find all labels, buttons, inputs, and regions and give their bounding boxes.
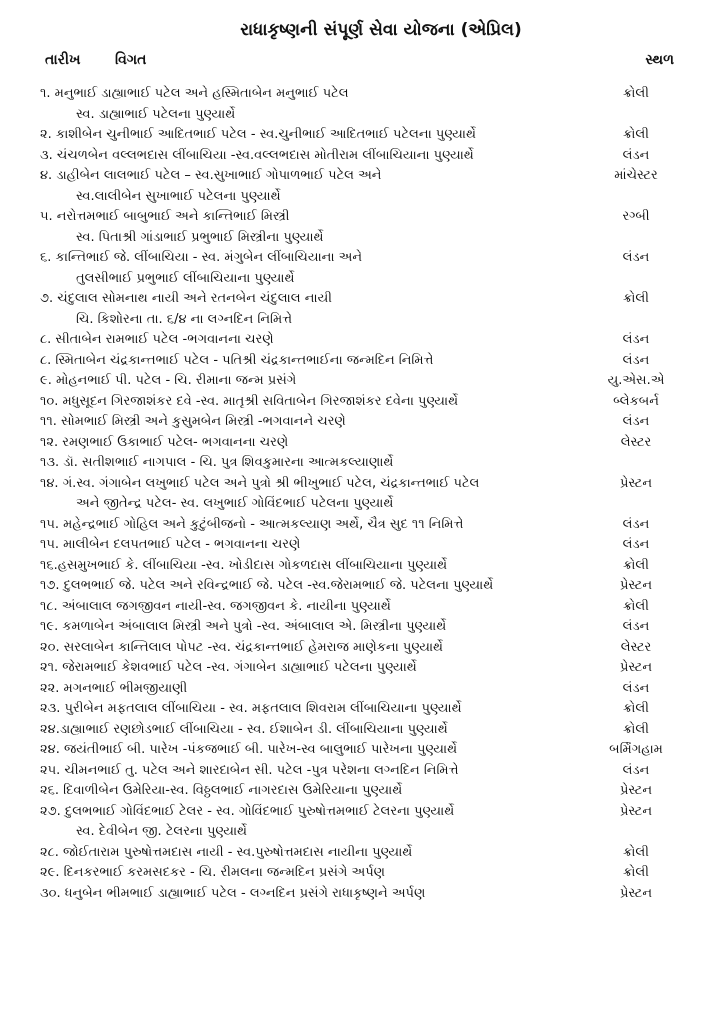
entry-detail: ૨૮. જોઈતારામ પુરુષોત્તમદાસ નાયી - સ્વ.પુરુષોત્તમદાસ નાયીના પુણ્યાર્થે [40,844,413,860]
page-title: રાધાકૃષ્ણની સંપૂર્ણ સેવા યોજના (એપ્રિલ) [240,20,522,40]
list-item [40,474,702,515]
entry-place: લેસ્ટર [620,434,652,450]
entry-place: પ્રેસ્ટન [619,885,653,901]
entry-place: પ્રેસ્ટન [619,578,653,593]
list-item [40,248,702,289]
entry-detail: ૧૨. રમણભાઈ ઉકાભાઈ પટેલ- ભગવાનના ચરણે [40,434,289,450]
entry-detail-continued: સ્વ. પિતાશ્રી ગાંડાભાઈ પ્રભુભાઈ મિસ્ત્રીના પુણ્યાર્થે [76,229,324,245]
column-headers [40,52,702,74]
entry-place: ક્રોલી [623,291,649,306]
entry-place: લંડન [622,516,650,532]
entry-place: રગ્બી [622,209,650,224]
list-item [40,515,702,536]
entry-place: ક્રોલી [623,557,649,573]
list-item [40,412,702,433]
entry-detail: ૨૨. મગનભાઈ ભીમજીયાણી [40,680,188,696]
list-item [40,330,702,351]
list-item [40,740,702,761]
entry-detail: ૧૬.હસમુખભાઈ કે. લીંબાચિયા -સ્વ. ખોડીદાસ ગોકળદાસ લીંબાચિયાના પુણ્યાર્થે [40,557,448,573]
entry-detail: ૫. નરોત્તમભાઈ બાબુભાઈ અને કાન્તિભાઈ મિસ્ત્રી [40,209,290,224]
entry-detail-continued: સ્વ. ડાહ્યાભાઈ પટેલના પુણ્યાર્થે [76,106,236,122]
entry-place: લંડન [622,250,650,265]
entry-detail-continued: અને જીતેન્દ્ર પટેલ- સ્વ. લખુભાઈ ગોવિંદભાઈ પટેલના પુણ્યાર્થે [76,496,394,511]
entry-detail: ૨૯. દિનકરભાઈ કરમસદકર - ચિ. રીમલના જન્મદિન પ્રસંગે અર્પણ [40,865,386,880]
header-place: સ્થળ [645,52,674,68]
list-item [40,843,702,864]
entry-detail: ૨૧. જેરામભાઈ કેશવભાઈ પટેલ -સ્વ. ગંગાબેન ડાહ્યાભાઈ પટેલના પુણ્યાર્થે [40,660,417,675]
list-item [40,658,702,679]
entry-place: લંડન [622,680,650,696]
entry-place: માંચેસ્ટર [614,168,658,183]
entry-place: ક્રોલી [623,721,649,737]
list-item [40,166,702,207]
entry-detail-continued: સ્વ.લાલીબેન સુખાભાઈ પટેલના પુણ્યાર્થે [76,188,281,204]
list-item [40,453,702,474]
entry-detail: ૪. ડાહીબેન લાલભાઈ પટેલ – સ્વ.સુખાભાઈ ગોપાળભાઈ પટેલ અને [40,168,382,183]
entry-detail-continued: સ્વ. દેવીબેન જી. ટેલરના પુણ્યાર્થે [76,824,248,839]
list-item [40,699,702,720]
entry-place: લંડન [622,332,650,347]
entry-detail: ૨૫. ચીમનભાઈ તુ. પટેલ અને શારદાબેન સી. પટેલ -પુત્ર પરેશના લગ્નદિન નિમિત્તે [40,762,459,778]
entry-detail: ૧. મનુભાઈ ડાહ્યાભાઈ પટેલ અને હસ્મિતાબેન મનુભાઈ પટેલ [40,86,349,101]
entry-place: લંડન [622,147,650,163]
entry-place: પ્રેસ્ટન [619,803,653,819]
entry-place: લંડન [622,762,650,778]
entry-detail: ૮. સીતાબેન રામભાઈ પટેલ -ભગવાનના ચરણે [40,332,274,347]
list-item [40,289,702,330]
entry-detail: ૩. ચંચળબેન વલ્લભદાસ લીંબાચિયા -સ્વ.વલ્લભદાસ મોતીરામ લીંબાચિયાના પુણ્યાર્થે [40,147,474,163]
entry-detail: ૨૪.ડાહ્યાભાઈ રણછોડભાઈ લીંબાચિયા - સ્વ. ઈશાબેન ડી. લીંબાચિયાના પુણ્યાર્થે [40,721,448,737]
entry-detail: ૧૮. અંબાલાલ જગજીવન નાયી-સ્વ. જગજીવન કે. નાયીના પુણ્યાર્થે [40,598,391,614]
entry-detail: ૨૩. પુરીબેન મફતલાલ લીંબાચિયા - સ્વ. મફતલાલ શિવરામ લીંબાચિયાના પુણ્યાર્થે [40,701,462,716]
entry-detail: ૧૪. ગં.સ્વ. ગંગાબેન લખુભાઈ પટેલ અને પુત્રો શ્રી ભીખુભાઈ પટેલ, ચંદ્રકાન્તભાઈ પટેલ [40,475,480,491]
entry-detail: ૨૪. જયંતીભાઈ બી. પારેખ -પંકજભાઈ બી. પારેખ-સ્વ બાલુભાઈ પારેખના પુણ્યાર્થે [40,742,458,757]
list-item [40,597,702,618]
entry-place: લંડન [622,414,650,429]
list-item [40,802,702,843]
entry-detail: ૯. મોહનભાઈ પી. પટેલ - ચિ. રીમાના જન્મ પ્રસંગે [40,373,297,388]
list-item [40,556,702,577]
entry-detail: ૨૭. દુલભભાઈ ગોવિંદભાઈ ટેલર - સ્વ. ગોવિંદભાઈ પુરુષોત્તમભાઈ ટેલરના પુણ્યાર્થે [40,803,455,819]
entry-detail: ૧૧. સોમભાઈ મિસ્ત્રી અને કુસુમબેન મિસ્ત્રી -ભગવાનને ચરણે [40,414,346,429]
list-item [40,679,702,700]
entry-place: લંડન [622,352,650,368]
list-item [40,207,702,248]
seva-list [40,84,702,904]
entry-place: ક્રોલી [623,844,649,860]
entry-detail: ૧૯. કમળાબેન અંબાલાલ મિસ્ત્રી અને પુત્રો -સ્વ. અંબાલાલ એ. મિસ્ત્રીના પુણ્યાર્થે [40,619,447,634]
list-item [40,84,702,125]
entry-detail: ૨૬. દિવાળીબેન ઉમેરિયા-સ્વ. વિઠ્ઠલભાઈ નાગરદાસ ઉમેરિયાના પુણ્યાર્થે [40,783,403,798]
list-item [40,576,702,597]
list-item [40,371,702,392]
header-date: તારીખ [45,52,81,68]
entry-detail: ૭. ચંદુલાલ સોમનાથ નાયી અને રતનબેન ચંદુલાલ નાયી [40,291,332,306]
entry-detail: ૧૭. દુલભભાઈ જે. પટેલ અને રવિન્દ્રભાઈ જે. પટેલ -સ્વ.જેરામભાઈ જે. પટેલના પુણ્યાર્થે [40,578,494,593]
list-item [40,720,702,741]
entry-place: પ્રેસ્ટન [619,475,653,491]
entry-place: પ્રેસ્ટન [619,660,653,675]
entry-detail: ૩૦. ધનુબેન ભીમભાઈ ડાહ્યાભાઈ પટેલ - લગ્નદિન પ્રસંગે રાધાકૃષ્ણને અર્પણ [40,885,426,901]
list-item [40,535,702,556]
list-item [40,638,702,659]
header-detail: વિગત [115,52,147,68]
entry-place: બર્મિંગહામ [609,742,663,757]
list-item [40,761,702,782]
entry-place: યુ.એસ.એ [607,373,665,388]
entry-place: લંડન [622,537,650,552]
list-item [40,146,702,167]
entry-detail-continued: ચિ. કિશોરના તા. ૬/૪ ના લગ્નદિન નિમિત્તે [76,311,293,327]
entry-detail: ૧૩. ડૉ. સતીશભાઈ નાગપાલ - ચિ. પુત્ર શિવકુમારના આત્મકલ્યાણાર્થે [40,455,394,470]
entry-place: ક્રોલી [623,598,649,614]
list-item [40,433,702,454]
entry-place: પ્રેસ્ટન [619,783,653,798]
list-item [40,617,702,638]
list-item [40,781,702,802]
list-item [40,125,702,146]
entry-detail: ૨. કાશીબેન ચુનીભાઈ આદિતભાઈ પટેલ - સ્વ.ચુનીભાઈ આદિતભાઈ પટેલના પુણ્યાર્થે [40,127,476,142]
entry-detail: ૨૦. સરલાબેન કાન્તિલાલ પોપટ -સ્વ. ચંદ્રકાન્તભાઈ હેમરાજ માણેકના પુણ્યાર્થે [40,639,444,655]
entry-place: ક્રોલી [623,701,649,716]
entry-place: લંડન [622,619,650,634]
entry-detail-continued: તુલસીભાઈ પ્રભુભાઈ લીંબાચિયાના પુણ્યાર્થે [76,270,295,286]
entry-detail: ૮. સ્મિતાબેન ચંદ્રકાન્તભાઈ પટેલ - પતિશ્રી ચંદ્રકાન્તભાઈના જન્મદિન નિમિત્તે [40,352,434,368]
entry-place: ક્રોલી [623,127,649,142]
entry-detail: ૬. કાન્તિભાઈ જે. લીંબાચિયા - સ્વ. મંગુબેન લીંબાચિયાના અને [40,250,363,265]
list-item [40,392,702,413]
list-item [40,884,702,905]
entry-detail: ૧૦. મધુસૂદન ગિરજાશંકર દવે -સ્વ. માતૃશ્રી સવિતાબેન ગિરજાશંકર દવેના પુણ્યાર્થે [40,393,459,409]
list-item [40,351,702,372]
entry-detail: ૧૫. માલીબેન દલપતભાઈ પટેલ - ભગવાનના ચરણે [40,537,301,552]
entry-place: બ્લેકબર્ન [613,393,659,409]
entry-place: ક્રોલી [623,865,649,880]
entry-place: લેસ્ટર [620,639,652,655]
entry-place: ક્રોલી [623,86,649,101]
entry-detail: ૧૫. મહેન્દ્રભાઈ ગોહિલ અને કુટુંબીજનો - આત્મકલ્યાણ અર્થે, ચૈત્ર સુદ ૧૧ નિમિત્તે [40,516,464,532]
list-item [40,863,702,884]
